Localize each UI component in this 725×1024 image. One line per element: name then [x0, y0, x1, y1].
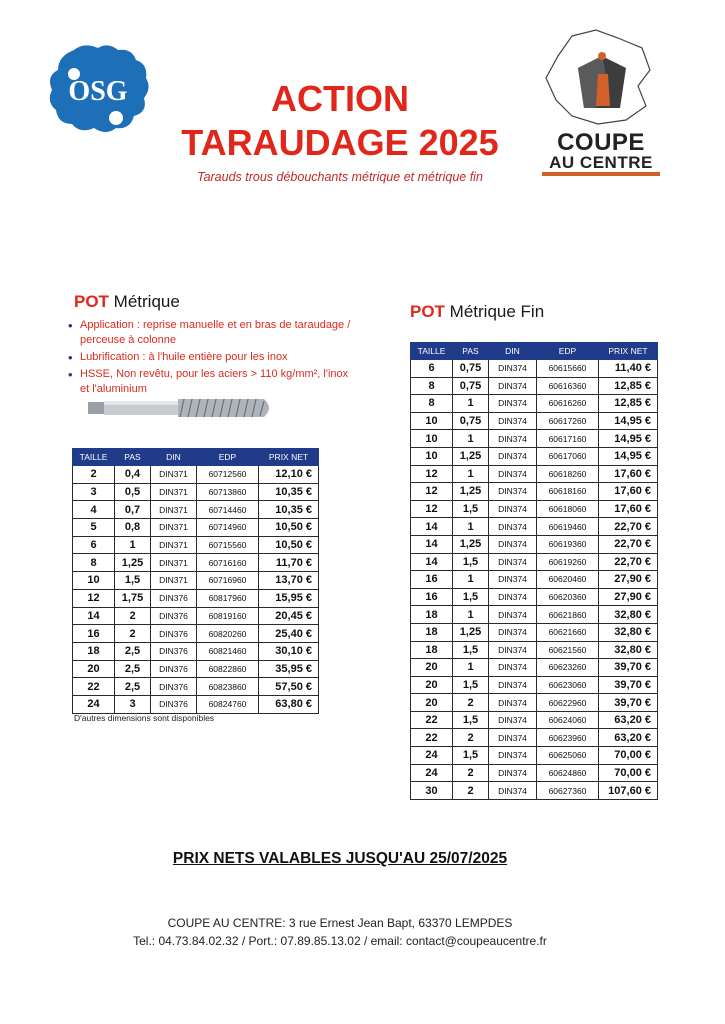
table-row	[411, 447, 658, 465]
cell-edp: 60616260	[537, 395, 599, 413]
table-row	[411, 782, 658, 800]
cell-prix-net: 25,40 €	[259, 625, 319, 643]
cell-din: DIN376	[151, 589, 197, 607]
table-row	[73, 554, 319, 572]
cell-edp: 60712560	[197, 466, 259, 484]
cell-edp: 60620460	[537, 571, 599, 589]
table-row	[411, 500, 658, 518]
cell-prix-net: 39,70 €	[599, 694, 658, 712]
page-title-line2: TARAUDAGE 2025	[181, 122, 499, 163]
cell-prix-net: 39,70 €	[599, 676, 658, 694]
cell-din: DIN374	[489, 483, 537, 501]
cell-edp: 60623960	[537, 729, 599, 747]
header-pas: PAS	[115, 449, 151, 466]
coupe-logo-line2: AU CENTRE	[549, 153, 653, 172]
cell-din: DIN376	[151, 607, 197, 625]
cell-pas: 2	[115, 607, 151, 625]
pot-metrique-features	[66, 318, 356, 399]
pot-metrique-fin-heading: POT Métrique Fin	[410, 302, 545, 321]
feature-application: • Application : reprise manuelle et en bras de taraudage / perceuse à colonne	[66, 318, 356, 348]
cell-taille: 8	[411, 395, 453, 413]
cell-prix-net: 27,90 €	[599, 571, 658, 589]
cell-taille: 14	[411, 518, 453, 536]
cell-pas: 1,5	[453, 588, 489, 606]
header-din: DIN	[151, 449, 197, 466]
cell-taille: 16	[73, 625, 115, 643]
cell-prix-net: 63,80 €	[259, 695, 319, 713]
header-prix-net: PRIX NET	[599, 343, 658, 360]
cell-edp: 60716160	[197, 554, 259, 572]
cell-din: DIN371	[151, 501, 197, 519]
cell-edp: 60616360	[537, 377, 599, 395]
cell-edp: 60618060	[537, 500, 599, 518]
cell-edp: 60820260	[197, 625, 259, 643]
cell-din: DIN376	[151, 625, 197, 643]
cell-prix-net: 57,50 €	[259, 678, 319, 696]
cell-taille: 12	[411, 465, 453, 483]
cell-taille: 14	[411, 535, 453, 553]
header-taille: TAILLE	[73, 449, 115, 466]
cell-pas: 1	[453, 465, 489, 483]
cell-prix-net: 13,70 €	[259, 572, 319, 590]
cell-edp: 60618160	[537, 483, 599, 501]
table-row	[73, 536, 319, 554]
cell-prix-net: 32,80 €	[599, 641, 658, 659]
cell-taille: 22	[73, 678, 115, 696]
cell-taille: 10	[411, 430, 453, 448]
cell-pas: 1,5	[453, 500, 489, 518]
cell-taille: 18	[73, 642, 115, 660]
cell-edp: 60615660	[537, 360, 599, 378]
table-row	[411, 694, 658, 712]
cell-prix-net: 12,10 €	[259, 466, 319, 484]
cell-edp: 60619360	[537, 535, 599, 553]
cell-edp: 60821460	[197, 642, 259, 660]
cell-prix-net: 22,70 €	[599, 553, 658, 571]
header-edp: EDP	[537, 343, 599, 360]
cell-taille: 16	[411, 588, 453, 606]
cell-prix-net: 30,10 €	[259, 642, 319, 660]
table-row	[411, 571, 658, 589]
cell-taille: 3	[73, 483, 115, 501]
cell-din: DIN374	[489, 430, 537, 448]
cell-din: DIN376	[151, 660, 197, 678]
table-row	[73, 519, 319, 537]
cell-edp: 60617060	[537, 447, 599, 465]
cell-din: DIN374	[489, 747, 537, 765]
cell-edp: 60617160	[537, 430, 599, 448]
cell-taille: 6	[411, 360, 453, 378]
cell-edp: 60823860	[197, 678, 259, 696]
cell-pas: 1,25	[453, 483, 489, 501]
cell-din: DIN371	[151, 519, 197, 537]
cell-prix-net: 70,00 €	[599, 764, 658, 782]
table-row	[411, 535, 658, 553]
cell-din: DIN374	[489, 412, 537, 430]
cell-taille: 12	[411, 500, 453, 518]
cell-pas: 0,5	[115, 483, 151, 501]
cell-din: DIN374	[489, 377, 537, 395]
cell-prix-net: 17,60 €	[599, 500, 658, 518]
cell-din: DIN374	[489, 729, 537, 747]
cell-pas: 1,5	[453, 553, 489, 571]
cell-prix-net: 63,20 €	[599, 711, 658, 729]
cell-prix-net: 12,85 €	[599, 395, 658, 413]
cell-taille: 10	[73, 572, 115, 590]
cell-din: DIN374	[489, 465, 537, 483]
table-row	[73, 483, 319, 501]
cell-din: DIN376	[151, 695, 197, 713]
cell-edp: 60623260	[537, 659, 599, 677]
cell-edp: 60623060	[537, 676, 599, 694]
cell-prix-net: 10,50 €	[259, 519, 319, 537]
cell-edp: 60627360	[537, 782, 599, 800]
cell-din: DIN376	[151, 642, 197, 660]
feature-lubrification: • Lubrification : à l'huile entière pour les inox	[66, 350, 356, 365]
table-row	[73, 625, 319, 643]
cell-prix-net: 15,95 €	[259, 589, 319, 607]
table-row	[411, 764, 658, 782]
header-prix-net: PRIX NET	[259, 449, 319, 466]
table-row	[411, 483, 658, 501]
cell-din: DIN374	[489, 395, 537, 413]
cell-pas: 1	[115, 536, 151, 554]
header-taille: TAILLE	[411, 343, 453, 360]
cell-taille: 20	[411, 694, 453, 712]
cell-din: DIN374	[489, 588, 537, 606]
cell-pas: 1	[453, 518, 489, 536]
cell-prix-net: 17,60 €	[599, 465, 658, 483]
cell-taille: 18	[411, 641, 453, 659]
cell-taille: 20	[411, 676, 453, 694]
cell-prix-net: 10,50 €	[259, 536, 319, 554]
pot-metrique-fin-table	[410, 342, 658, 800]
header-edp: EDP	[197, 449, 259, 466]
cell-taille: 22	[411, 729, 453, 747]
cell-pas: 1	[453, 430, 489, 448]
cell-edp: 60619460	[537, 518, 599, 536]
cell-taille: 14	[411, 553, 453, 571]
cell-taille: 18	[411, 606, 453, 624]
cell-pas: 2,5	[115, 678, 151, 696]
table-row	[73, 607, 319, 625]
cell-taille: 8	[411, 377, 453, 395]
cell-din: DIN374	[489, 518, 537, 536]
cell-taille: 16	[411, 571, 453, 589]
cell-taille: 22	[411, 711, 453, 729]
cell-pas: 1,5	[453, 641, 489, 659]
cell-prix-net: 22,70 €	[599, 518, 658, 536]
cell-edp: 60716960	[197, 572, 259, 590]
cell-pas: 1,5	[453, 676, 489, 694]
table-row	[73, 501, 319, 519]
cell-din: DIN374	[489, 447, 537, 465]
table-row	[73, 572, 319, 590]
cell-taille: 10	[411, 447, 453, 465]
table-row	[411, 412, 658, 430]
pot-metrique-table	[72, 448, 319, 714]
cell-din: DIN374	[489, 571, 537, 589]
cell-pas: 1,5	[453, 747, 489, 765]
cell-edp: 60713860	[197, 483, 259, 501]
cell-taille: 24	[411, 747, 453, 765]
cell-taille: 24	[73, 695, 115, 713]
cell-edp: 60624860	[537, 764, 599, 782]
pot-metrique-heading: POT Métrique	[74, 292, 180, 311]
cell-din: DIN374	[489, 500, 537, 518]
cell-pas: 0,75	[453, 360, 489, 378]
table-row	[411, 588, 658, 606]
cell-pas: 2	[453, 694, 489, 712]
cell-din: DIN374	[489, 764, 537, 782]
cell-edp: 60624060	[537, 711, 599, 729]
cell-pas: 1,25	[453, 535, 489, 553]
cell-pas: 1,25	[453, 623, 489, 641]
cell-prix-net: 107,60 €	[599, 782, 658, 800]
cell-prix-net: 10,35 €	[259, 483, 319, 501]
availability-note: D'autres dimensions sont disponibles	[74, 713, 215, 723]
table-row	[411, 659, 658, 677]
table-header-row	[73, 449, 319, 466]
cell-prix-net: 10,35 €	[259, 501, 319, 519]
osg-logo-text: OSG	[68, 76, 128, 107]
cell-prix-net: 14,95 €	[599, 430, 658, 448]
osg-logo	[44, 40, 152, 136]
cell-taille: 20	[411, 659, 453, 677]
cell-din: DIN374	[489, 694, 537, 712]
coupe-logo-line1: COUPE	[557, 129, 645, 156]
table-row	[73, 678, 319, 696]
cell-din: DIN374	[489, 360, 537, 378]
table-row	[411, 729, 658, 747]
cell-pas: 1,5	[453, 711, 489, 729]
cell-prix-net: 14,95 €	[599, 412, 658, 430]
cell-prix-net: 35,95 €	[259, 660, 319, 678]
cell-pas: 1	[453, 395, 489, 413]
table-row	[73, 695, 319, 713]
cell-din: DIN374	[489, 659, 537, 677]
cell-prix-net: 27,90 €	[599, 588, 658, 606]
coupe-logo-tagline-bar	[542, 172, 660, 176]
cell-prix-net: 11,70 €	[259, 554, 319, 572]
cell-prix-net: 32,80 €	[599, 623, 658, 641]
table-row	[73, 466, 319, 484]
cell-taille: 14	[73, 607, 115, 625]
cell-taille: 12	[411, 483, 453, 501]
header-din: DIN	[489, 343, 537, 360]
cell-din: DIN374	[489, 641, 537, 659]
cell-taille: 18	[411, 623, 453, 641]
cell-edp: 60824760	[197, 695, 259, 713]
cell-edp: 60715560	[197, 536, 259, 554]
cell-pas: 1,75	[115, 589, 151, 607]
table-row	[411, 641, 658, 659]
header-pas: PAS	[453, 343, 489, 360]
cell-pas: 2,5	[115, 642, 151, 660]
cell-prix-net: 39,70 €	[599, 659, 658, 677]
cell-edp: 60618260	[537, 465, 599, 483]
cell-pas: 1,25	[453, 447, 489, 465]
cell-taille: 20	[73, 660, 115, 678]
cell-pas: 2	[453, 764, 489, 782]
price-validity: PRIX NETS VALABLES JUSQU'AU 25/07/2025	[172, 850, 508, 867]
page-title-line1: ACTION	[271, 78, 409, 119]
cell-prix-net: 22,70 €	[599, 535, 658, 553]
cell-din: DIN371	[151, 466, 197, 484]
cell-prix-net: 70,00 €	[599, 747, 658, 765]
cell-taille: 5	[73, 519, 115, 537]
cell-edp: 60620360	[537, 588, 599, 606]
cell-taille: 2	[73, 466, 115, 484]
cell-edp: 60819160	[197, 607, 259, 625]
cell-pas: 0,75	[453, 412, 489, 430]
cell-taille: 4	[73, 501, 115, 519]
cell-din: DIN374	[489, 676, 537, 694]
cell-edp: 60714960	[197, 519, 259, 537]
cell-pas: 0,75	[453, 377, 489, 395]
table-row	[411, 711, 658, 729]
cell-prix-net: 20,45 €	[259, 607, 319, 625]
table-row	[411, 430, 658, 448]
cell-pas: 1	[453, 571, 489, 589]
cell-edp: 60617260	[537, 412, 599, 430]
cell-taille: 24	[411, 764, 453, 782]
cell-edp: 60625060	[537, 747, 599, 765]
cell-pas: 1,5	[115, 572, 151, 590]
cell-prix-net: 11,40 €	[599, 360, 658, 378]
cell-din: DIN371	[151, 572, 197, 590]
table-row	[411, 395, 658, 413]
cell-edp: 60621560	[537, 641, 599, 659]
cell-pas: 1	[453, 659, 489, 677]
cell-din: DIN374	[489, 553, 537, 571]
company-address: COUPE AU CENTRE: 3 rue Ernest Jean Bapt, 63370 LEMPDES	[167, 916, 513, 930]
cell-taille: 6	[73, 536, 115, 554]
feature-material: • HSSE, Non revêtu, pour les aciers > 110 kg/mm², l'inox et l'aluminium	[66, 367, 356, 397]
cell-din: DIN371	[151, 483, 197, 501]
cell-edp: 60619260	[537, 553, 599, 571]
cell-prix-net: 12,85 €	[599, 377, 658, 395]
cell-pas: 2	[115, 625, 151, 643]
cell-din: DIN374	[489, 782, 537, 800]
cell-edp: 60817960	[197, 589, 259, 607]
cell-pas: 0,7	[115, 501, 151, 519]
table-row	[411, 377, 658, 395]
table-row	[73, 589, 319, 607]
cell-prix-net: 17,60 €	[599, 483, 658, 501]
table-header-row	[411, 343, 658, 360]
cell-edp: 60622960	[537, 694, 599, 712]
cell-pas: 3	[115, 695, 151, 713]
cell-din: DIN376	[151, 678, 197, 696]
cell-edp: 60621860	[537, 606, 599, 624]
table-row	[411, 747, 658, 765]
table-row	[411, 360, 658, 378]
table-row	[411, 676, 658, 694]
cell-din: DIN374	[489, 606, 537, 624]
table-row	[411, 623, 658, 641]
page-subtitle: Tarauds trous débouchants métrique et métrique fin	[197, 170, 483, 184]
cell-taille: 30	[411, 782, 453, 800]
table-row	[73, 660, 319, 678]
tap-tool-image	[88, 396, 274, 420]
cell-pas: 2	[453, 729, 489, 747]
cell-edp: 60621660	[537, 623, 599, 641]
table-row	[411, 606, 658, 624]
cell-edp: 60822860	[197, 660, 259, 678]
table-row	[73, 642, 319, 660]
table-row	[411, 465, 658, 483]
cell-taille: 8	[73, 554, 115, 572]
cell-din: DIN374	[489, 711, 537, 729]
company-contact: Tel.: 04.73.84.02.32 / Port.: 07.89.85.13.02 / email: contact@coupeaucentre.fr	[133, 934, 547, 948]
cell-prix-net: 63,20 €	[599, 729, 658, 747]
cell-pas: 1,25	[115, 554, 151, 572]
cell-pas: 2,5	[115, 660, 151, 678]
cell-din: DIN374	[489, 535, 537, 553]
cell-edp: 60714460	[197, 501, 259, 519]
table-row	[411, 553, 658, 571]
cell-prix-net: 32,80 €	[599, 606, 658, 624]
cell-taille: 10	[411, 412, 453, 430]
cell-pas: 0,4	[115, 466, 151, 484]
cell-pas: 1	[453, 606, 489, 624]
cell-prix-net: 14,95 €	[599, 447, 658, 465]
cell-din: DIN371	[151, 554, 197, 572]
table-row	[411, 518, 658, 536]
cell-pas: 0,8	[115, 519, 151, 537]
cell-din: DIN374	[489, 623, 537, 641]
cell-din: DIN371	[151, 536, 197, 554]
cell-taille: 12	[73, 589, 115, 607]
cell-pas: 2	[453, 782, 489, 800]
